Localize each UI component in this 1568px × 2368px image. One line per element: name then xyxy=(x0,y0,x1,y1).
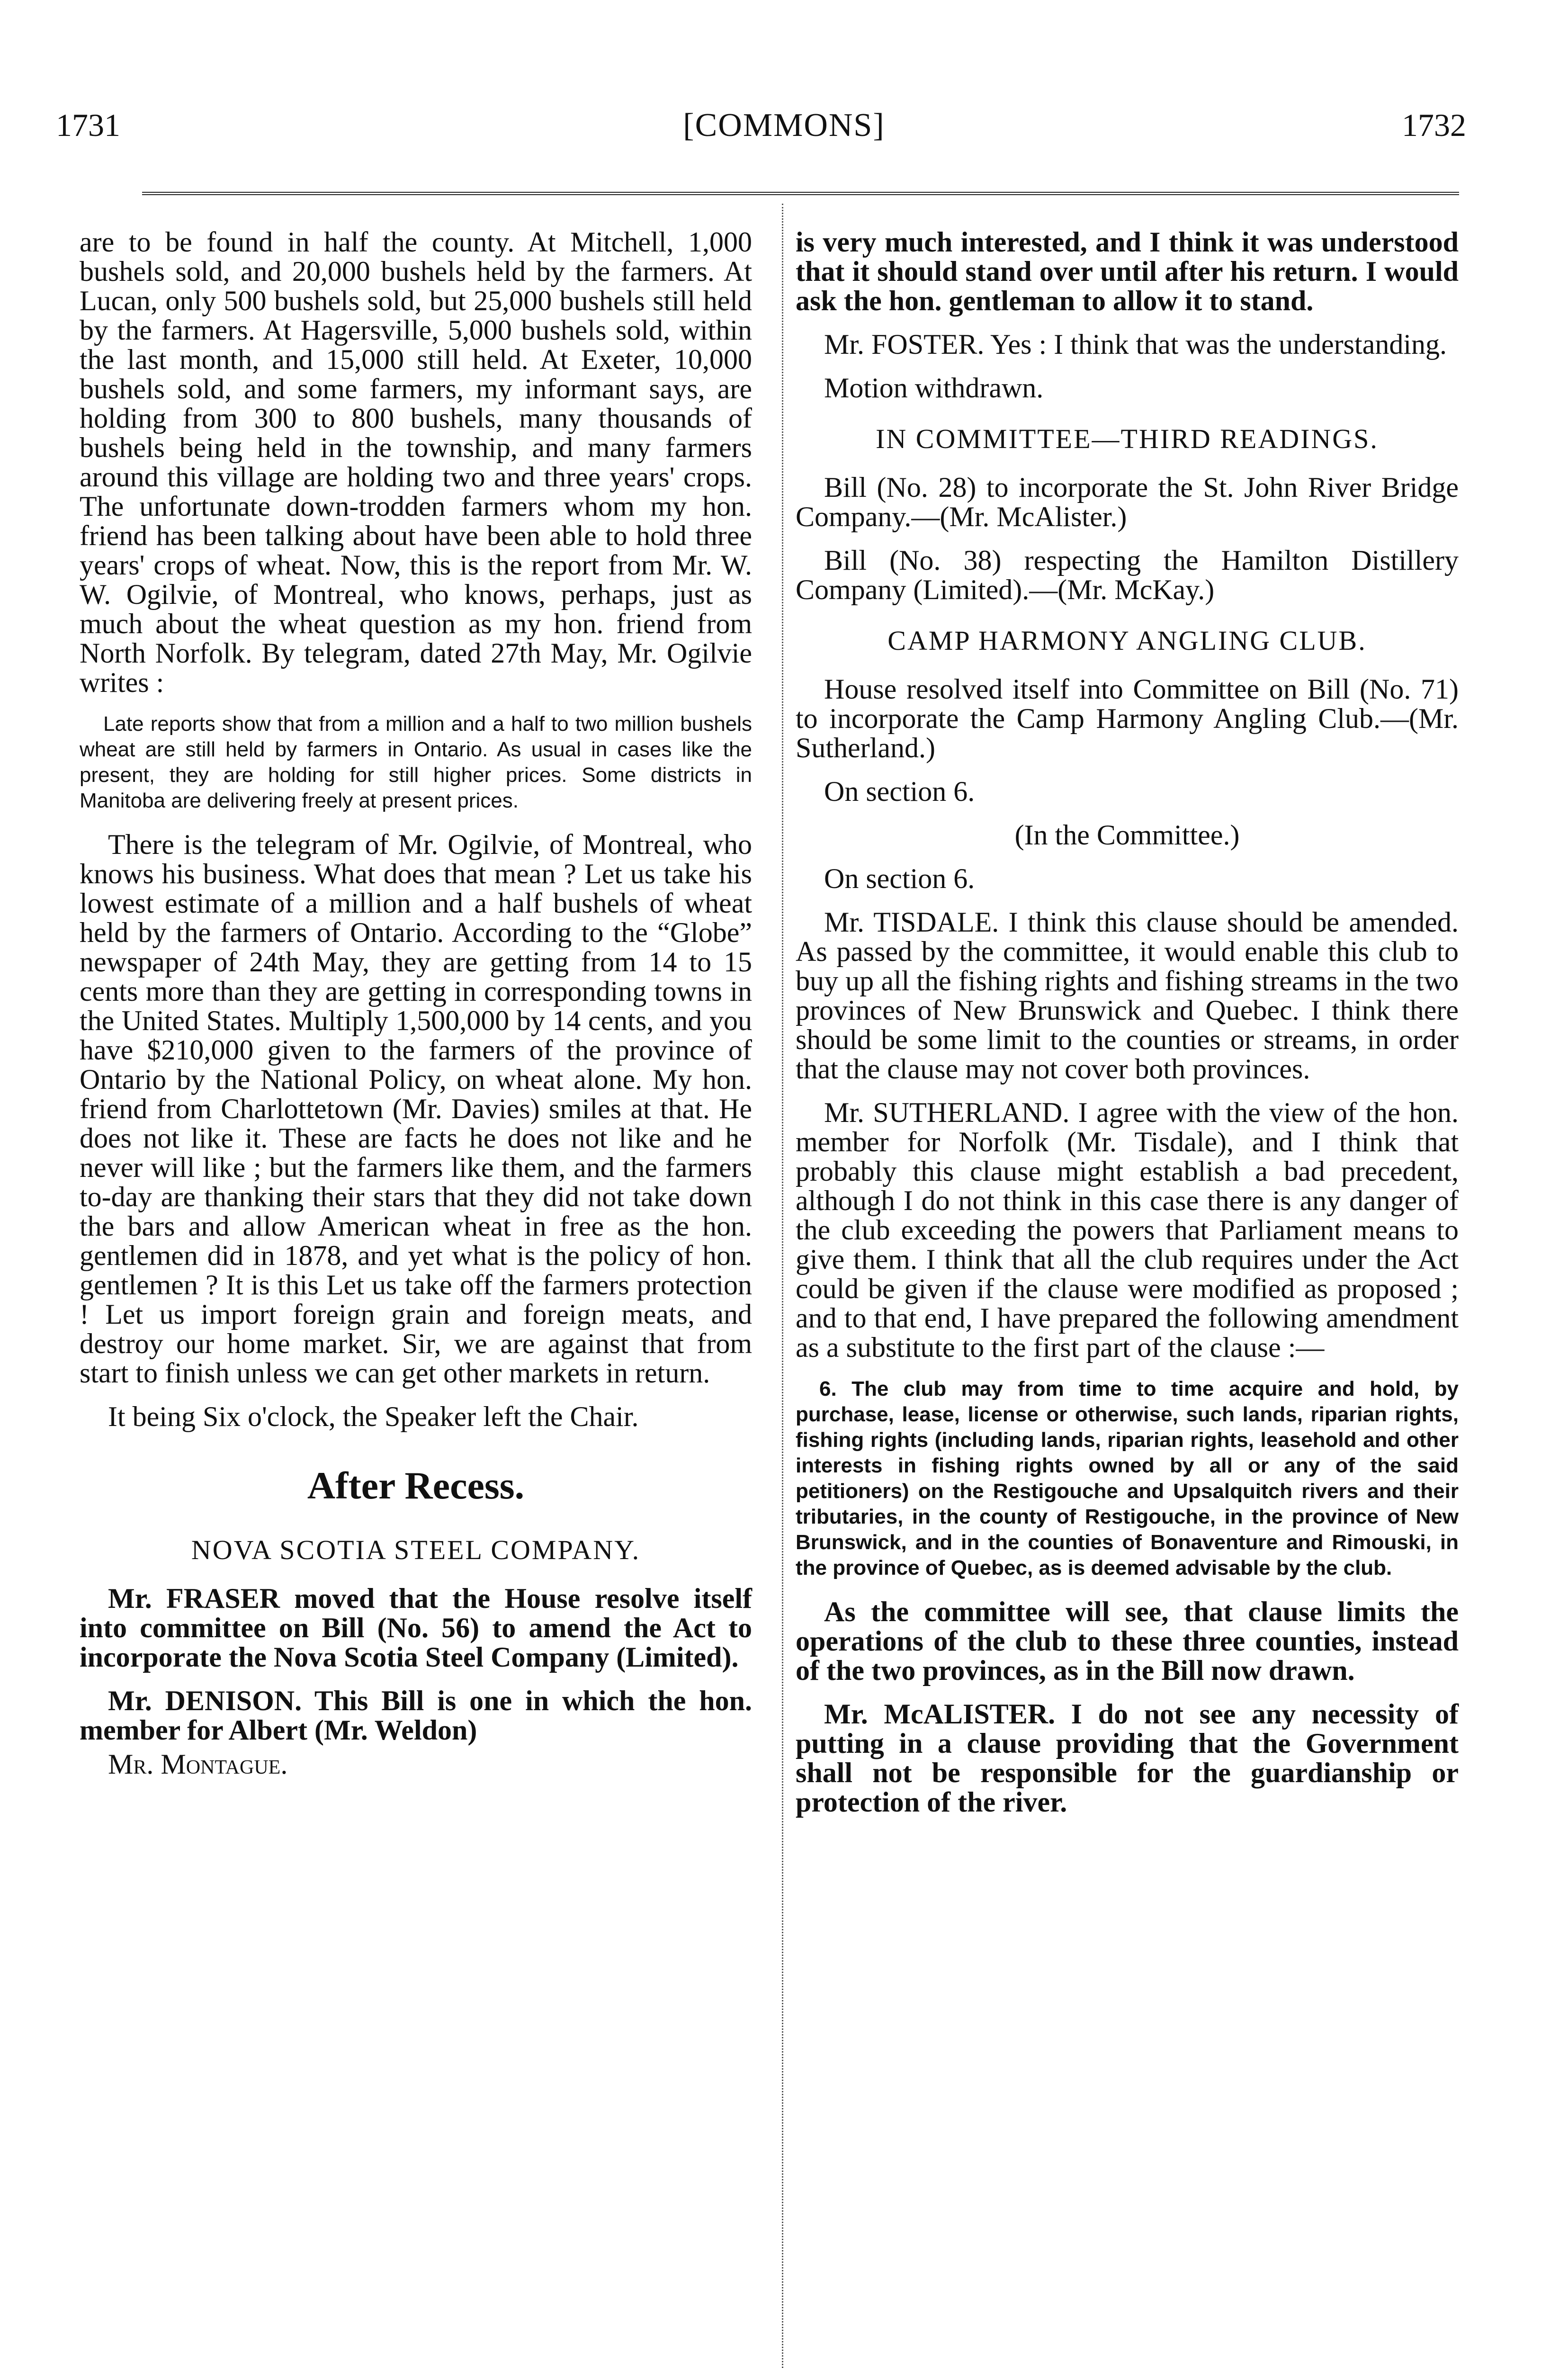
paragraph: Mr. McALISTER. I do not see any necessity of putting in a clause providing that the Government shall not be responsible for the guardianship or protection of the river. xyxy=(796,1698,1459,1818)
column-divider xyxy=(782,204,783,2368)
paragraph: Mr. FRASER moved that the House resolve itself into committee on Bill (No. 56) to amend the Act to incorporate the Nova Scotia Steel Company (Limited). xyxy=(80,1583,752,1673)
page-number-right: 1732 xyxy=(1402,107,1466,143)
paragraph: Mr. SUTHERLAND. I agree with the view of the hon. member for Norfolk (Mr. Tisdale), and I think that probably this clause might establish a bad precedent, although I do not think in this case there is any danger of the club exceeding the powers that Parliament means to give them. I think that all the club requires under the Act could be given if the clause were modified as proposed ; and to that end, I have prepared the following amendment as a substitute to the first part of the clause :— xyxy=(796,1097,1459,1363)
paragraph: Motion withdrawn. xyxy=(824,372,1044,404)
paragraph: are to be found in half the county. At Mitchell, 1,000 bushels sold, and 20,000 bushels held by the farmers. At Lucan, only 500 bushels sold, but 25,000 bushels still held by the farmers. At Hagersville, 5,000 bushels sold, within the last month, and 15,000 still held. At Exeter, 10,000 bushels sold, and some farmers, my informant says, are holding from 300 to 800 bushels, many thousands of bushels being held in the township, and many farmers around this village are holding two and three years' crops. The unfortunate down-trodden farmers whom my hon. friend has been talking about have been able to hold three years' crops of wheat. Now, this is the report from Mr. W. W. Ogilvie, of Montreal, who knows, perhaps, just as much about the wheat question as my hon. friend from North Norfolk. By telegram, dated 27th May, Mr. Ogilvie writes : xyxy=(80,226,752,698)
footer-speaker-name: Mr. Montague. xyxy=(108,1749,288,1780)
paragraph: is very much interested, and I think it was understood that it should stand over until after his return. I would ask the hon. gentleman to allow it to stand. xyxy=(796,226,1459,316)
right-column xyxy=(796,227,1459,1831)
section-heading-nova-scotia: NOVA SCOTIA STEEL COMPANY. xyxy=(191,1534,641,1565)
paragraph: Mr. TISDALE. I think this clause should be amended. As passed by the committee, it would enable this club to buy up all the fishing rights and fishing streams in the two provinces of New Brunswick and Quebec. I think there should be some limit to the counties or streams, in order that the clause may not cover both provinces. xyxy=(796,906,1459,1085)
header-rule xyxy=(142,192,1459,195)
amendment-quote: 6. The club may from time to time acquire and hold, by purchase, lease, license or otherwise, such lands, riparian rights, fishing rights (including lands, riparian rights, leasehold and other interests in fishing rights owned by all or any of the said petitioners) on the Restigouche and Upsalquitch rivers and their tributaries, in the county of Restigouche, in the province of New Brunswick, and in the counties of Bonaventure and Rimouski, in the province of Quebec, as is deemed advisable by the club. xyxy=(796,1377,1459,1579)
paragraph: Mr. FOSTER. Yes : I think that was the understanding. xyxy=(824,329,1447,360)
paragraph: It being Six o'clock, the Speaker left the Chair. xyxy=(108,1401,639,1432)
page-header xyxy=(0,0,1568,156)
paragraph: Bill (No. 38) respecting the Hamilton Distillery Company (Limited).—(Mr. McKay.) xyxy=(796,545,1459,605)
paragraph: House resolved itself into Committee on Bill (No. 71) to incorporate the Camp Harmony Angling Club.—(Mr. Sutherland.) xyxy=(796,673,1459,763)
section-heading-camp-harmony: CAMP HARMONY ANGLING CLUB. xyxy=(887,625,1367,656)
paragraph: Mr. DENISON. This Bill is one in which the hon. member for Albert (Mr. Weldon) xyxy=(80,1685,752,1746)
paragraph: On section 6. xyxy=(824,776,975,807)
telegram-quote: Late reports show that from a million and a half to two million bushels wheat are still held by farmers in Ontario. As usual in cases like the present, they are holding for still higher prices. Some districts in Manitoba are delivering freely at present prices. xyxy=(80,712,752,812)
paragraph: There is the telegram of Mr. Ogilvie, of Montreal, who knows his business. What does that mean ? Let us take his lowest estimate of a million and a half bushels of wheat held by the farmers of Ontario. According to the “Globe” newspaper of 24th May, they are getting from 14 to 15 cents more than they are getting in corresponding towns in the United States. Multiply 1,500,000 by 14 cents, and you have $210,000 given to the farmers of the province of Ontario by the National Policy, on wheat alone. My hon. friend from Charlottetown (Mr. Davies) smiles at that. He does not like it. These are facts he does not like and he never will like ; but the farmers like them, and the farmers to-day are thanking their stars that they did not take down the bars and allow American wheat in free as the hon. gentlemen did in 1878, and yet what is the policy of hon. gentlemen ? It is this Let us take off the farmers protection ! Let us import foreign grain and foreign meats, and destroy our home market. Sir, we are against that from start to finish unless we can get other markets in return. xyxy=(80,829,752,1389)
paragraph: As the committee will see, that clause limits the operations of the club to these three counties, instead of the two provinces, as in the Bill now drawn. xyxy=(796,1596,1459,1686)
running-title: [COMMONS] xyxy=(683,107,885,144)
paragraph: Bill (No. 28) to incorporate the St. John River Bridge Company.—(Mr. McAlister.) xyxy=(796,472,1459,532)
page-number-left: 1731 xyxy=(56,107,120,143)
left-column xyxy=(80,227,752,1793)
section-heading-after-recess: After Recess. xyxy=(307,1464,525,1507)
paragraph: (In the Committee.) xyxy=(1014,819,1240,851)
paragraph: On section 6. xyxy=(824,863,975,894)
section-heading-committee: IN COMMITTEE—THIRD READINGS. xyxy=(876,423,1379,454)
